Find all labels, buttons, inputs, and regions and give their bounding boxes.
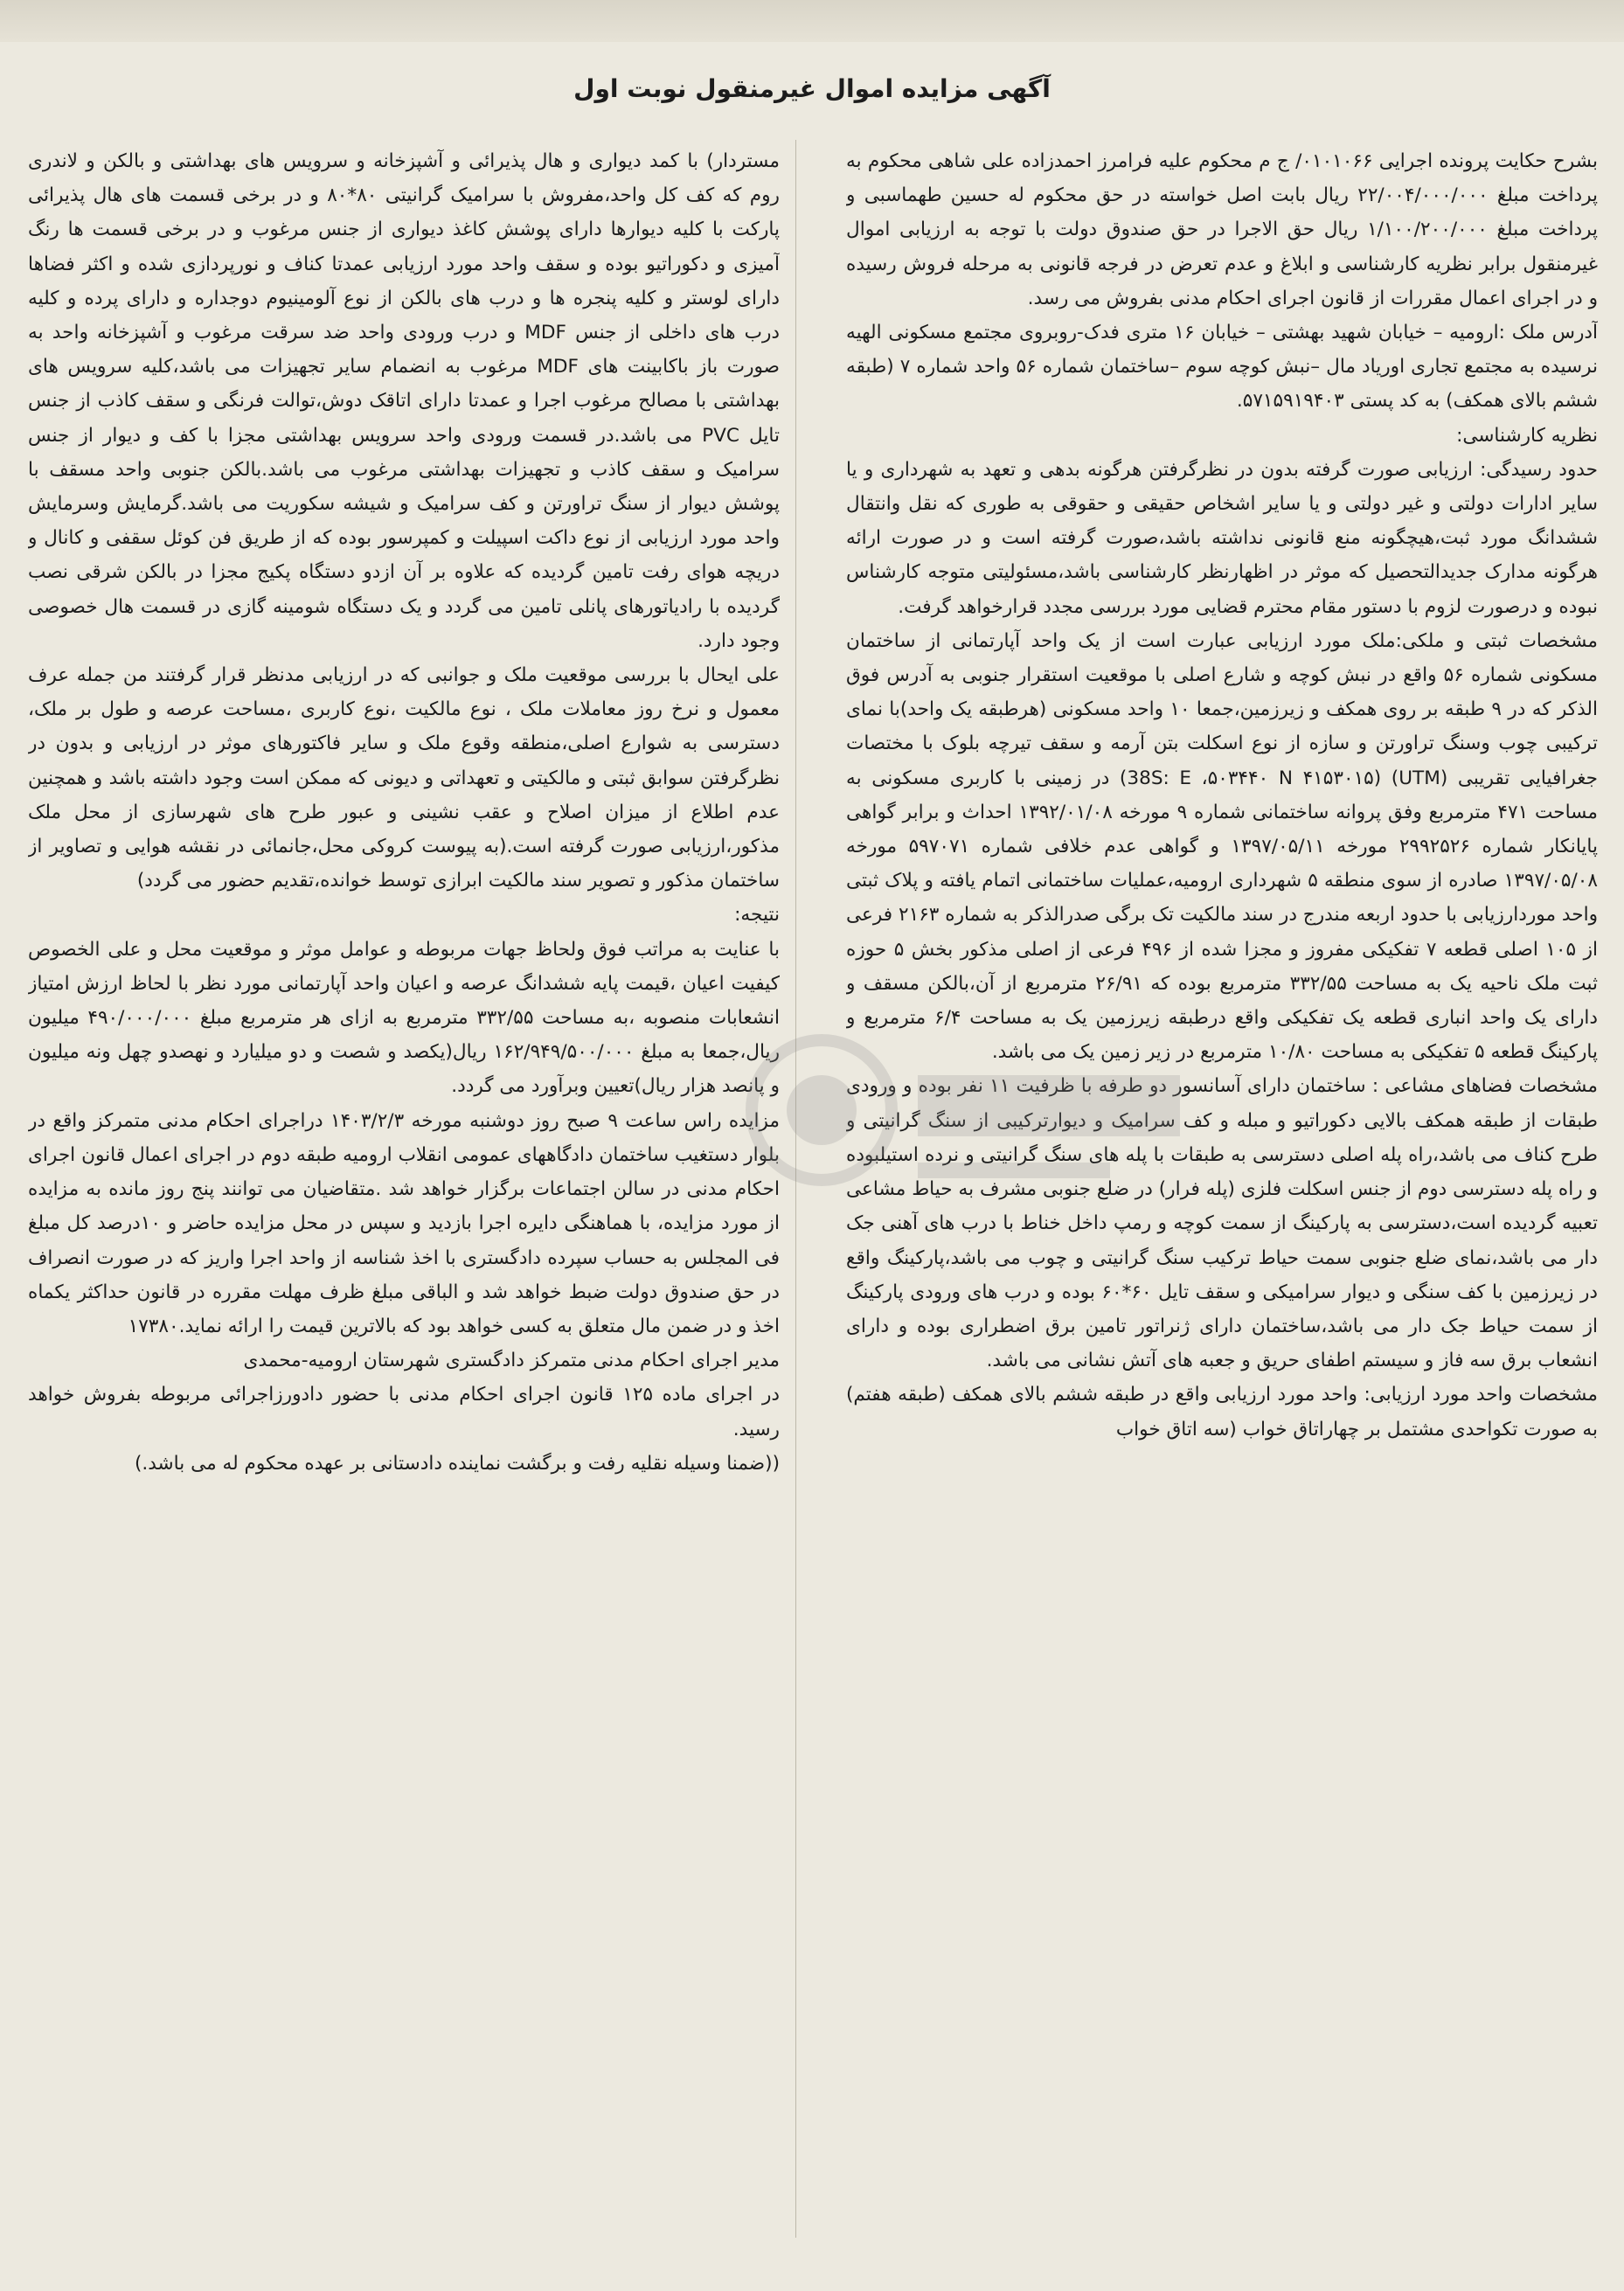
- paragraph-case-summary: بشرح حکایت پرونده اجرایی ۰۱۰۱۰۶۶/ ج م محکوم علیه فرامرز احمدزاده علی شاهی محکوم به پرداخت مبلغ ۲۲/۰۰۴/۰۰۰/۰۰۰ ریال بابت اصل خواسته در حق محکوم له حسین طهماسبی و پرداخت مبلغ ۱/۱۰۰/۲۰۰/۰۰۰ ریال حق الاجرا در حق صندوق دولت با توجه به ارزیابی اموال غیرمنقول برابر نظریه کارشناسی و ابلاغ و عدم تعرض در فرجه قانونی به مرحله فروش رسیده و در اجرای اعمال مقررات از قانون اجرای احکام مدنی بفروش می رسد.: [846, 150, 1598, 309]
- right-column: [846, 144, 1598, 2260]
- left-column: [28, 144, 780, 2260]
- paragraph-unit-specs: مشخصات واحد مورد ارزیابی: واحد مورد ارزیابی واقع در طبقه ششم بالای همکف (طبقه هفتم) به صورت تکواحدی مشتمل بر چهاراتاق خواب (سه اتاق خواب: [846, 1384, 1598, 1441]
- paragraph-scope: حدود رسیدگی: ارزیابی صورت گرفته بدون در نظرگرفتن هرگونه بدهی و تعهد به شهرداری و یا سایر ادارات دولتی و غیر دولتی و یا سایر اشخاص حقیقی و حقوقی به طوری که نقل وانتقال ششدانگ مورد ثبت،هیچگونه منع قانونی نداشته باشد،صورت گرفته است و در صورت ارائه هرگونه مدارک جدیدالتحصیل که موثر در اظهارنظر کارشناسی باشد،مسئولیتی متوجه کارشناس نبوده و درصورت لزوم با دستور مقام محترم قضایی مورد بررسی مجدد قرارخواهد گرفت.: [846, 458, 1598, 618]
- paragraph-assessment: علی ایحال با بررسی موقعیت ملک و جوانبی که در ارزیابی مدنظر قرار گرفتند من جمله عرف معمول و نرخ روز معاملات ملک ، نوع مالکیت ،نوع کاربری ،مساحت عرصه و طول بر ملک، دسترسی به شوارع اصلی،منطقه وقوع ملک و سایر فاکتورهای موثر در ارزیابی و بدون در نظرگرفتن سوابق ثبتی و مالکیتی و تعهداتی و دیونی که ممکن است وجود داشته باشد و همچنین عدم اطلاع از میزان اصلاح و عقب نشینی و عبور طرح های شهرسازی از محل ملک مذکور،ارزیابی صورت گرفته است.(به پیوست کروکی محل،جانمائی در نقشه هوایی و تصاویر از ساختمان مذکور و تصویر سند مالکیت ابرازی توسط خوانده،تقدیم حضور می گردد): [28, 664, 780, 892]
- paragraph-legal-article: در اجرای ماده ۱۲۵ قانون اجرای احکام مدنی با حضور دادورزاجرائی مربوطه بفروش خواهد رسید.: [28, 1384, 780, 1441]
- column-divider: [795, 140, 796, 2238]
- paragraph-registration-specs: مشخصات ثبتی و ملکی:ملک مورد ارزیابی عبارت است از یک واحد آپارتمانی از ساختمان مسکونی شماره ۵۶ واقع در نبش کوچه و شارع اصلی با موقعیت استقرار جنوبی به آدرس فوق الذکر که در ۹ طبقه بر روی همکف و زیرزمین،جمعا ۱۰ واحد مسکونی (هرطبقه یک واحد)با نمای ترکیبی چوب وسنگ تراورتن و سازه از نوع اسکلت بتن آرمه و سقف تیرچه بلوک با مختصات جغرافیایی تقریبی (UTM) (38S: E ،۵۰۳۴۴۰ N ۴۱۵۳۰۱۵) در زمینی با کاربری مسکونی به مساحت ۴۷۱ مترمربع وفق پروانه ساختمانی شماره ۹ مورخه ۱۳۹۲/۰۱/۰۸ احداث و برابر گواهی پایانکار شماره ۲۹۹۲۵۲۶ مورخه ۱۳۹۷/۰۵/۱۱ و گواهی عدم خلافی شماره ۵۹۷۰۷۱ مورخه ۱۳۹۷/۰۵/۰۸ صادره از سوی منطقه ۵ شهرداری ارومیه،عملیات ساختمانی اتمام یافته و پلاک ثبتی واحد موردارزیابی با حدود اربعه مندرج در سند مالکیت تک برگی صدرالذکر به شماره ۲۱۶۳ فرعی از ۱۰۵ اصلی قطعه ۷ تفکیکی مفروز و مجزا شده از ۴۹۶ فرعی از اصلی مذکور بخش ۵ حوزه ثبت ملک ناحیه یک به مساحت ۳۳۲/۵۵ مترمربع بوده که ۲۶/۹۱ مترمربع از آن،بالکن مسقف و دارای یک واحد انباری قطعه یک تفکیکی واقع درطبقه زیرزمین یک به مساحت ۶/۴ مترمربع و پارکینگ قطعه ۵ تفکیکی به مساحت ۱۰/۸۰ مترمربع در زیر زمین یک می باشد.: [846, 629, 1598, 1064]
- paragraph-common-areas: مشخصات فضاهای مشاعی : ساختمان دارای آسانسور دو طرفه با ظرفیت ۱۱ نفر بوده و ورودی طبقات از طبقه همکف بالایی دکوراتیو و مبله و کف سرامیک و دیوارترکیبی از سنگ گرانیتی و طرح کناف می باشد،راه پله اصلی دسترسی به طبقات با پله های سنگ گرانیتی و نرده استیلبوده و راه پله دسترسی دوم از جنس اسکلت فلزی (پله فرار) در ضلع جنوبی مشرف به حیاط مشاعی تعبیه گردیده است،دسترسی به پارکینگ از سمت کوچه و رمپ داخل خناط با درب های آهنی جک دار می باشد،نمای ضلع جنوبی سمت حیاط ترکیب سنگ گرانیتی و چوب می باشد،پارکینگ واقع در زیرزمین با کف سنگی و دیوار سرامیکی و سقف تایل ۶۰*۶۰ بوده و درب های ورودی پارکینگ از سمت حیاط جک دار می باشد،ساختمان دارای ژنراتور تامین برق اضطراری بوده و دارای انشعاب برق سه فاز و سیستم اطفای حریق و جعبه های آتش نشانی می باشد.: [846, 1075, 1598, 1372]
- paragraph-transport-note: ((ضمنا وسیله نقلیه رفت و برگشت نماینده دادستانی بر عهده محکوم له می باشد.): [134, 1452, 780, 1475]
- paragraph-auction-terms: مزایده راس ساعت ۹ صبح روز دوشنبه مورخه ۱۴۰۳/۲/۳ دراجرای احکام مدنی متمرکز واقع در بلوار دستغیب ساختمان دادگاههای عمومی انقلاب ارومیه طبقه دوم در اجرای اعمال قانون اجرای احکام مدنی در سالن اجتماعات برگزار خواهد شد .متقاضیان می توانند پنج روز مانده به مزایده از مورد مزایده، با هماهنگی دایره اجرا بازدید و سپس در محل مزایده حاضر و ۱۰درصد کل مبلغ فی المجلس به حساب سپرده دادگستری با اخذ شناسه از واحد اجرا واریز که در صورت انصراف در حق صندوق دولت ضبط خواهد شد و الباقی مبلغ ظرف مهلت مقرره در قانون حداکثر یکماه اخذ و در ضمن مال متعلق به کسی خواهد بود که بالاترین قیمت را ارائه نماید.۱۷۳۸۰: [28, 1109, 780, 1337]
- heading-result: نتیجه:: [734, 904, 780, 927]
- paragraph-property-address: آدرس ملک :ارومیه – خیابان شهید بهشتی – خیابان ۱۶ متری فدک-روبروی مجتمع مسکونی الهیه نرسیده به مجتمع تجاری اوریاد مال –نبش کوچه سوم –ساختمان شماره ۵۶ واحد شماره ۷ (طبقه ششم بالای همکف) به کد پستی ۵۷۱۵۹۱۹۴۰۳.: [846, 322, 1598, 413]
- paragraph-valuation: با عنایت به مراتب فوق ولحاظ جهات مربوطه و عوامل موثر و موقعیت محل و علی الخصوص کیفیت اعیان ،قیمت پایه ششدانگ عرصه و اعیان واحد آپارتمانی مورد نظر با لحاظ ارزش امتیاز انشعابات منصوبه ،به مساحت ۳۳۲/۵۵ مترمربع به ازای هر مترمربع مبلغ ۴۹۰/۰۰۰/۰۰۰ میلیون ریال،جمعا به مبلغ ۱۶۲/۹۴۹/۵۰۰/۰۰۰ ریال(یکصد و شصت و دو میلیارد و نهصدو چهل ونه میلیون و پانصد هزار ریال)تعیین وبرآورد می گردد.: [28, 938, 780, 1098]
- heading-expert-opinion: نظریه کارشناسی:: [1456, 424, 1598, 447]
- notice-title: آگهی مزایده اموال غیرمنقول نوبت اول: [573, 73, 1051, 103]
- paragraph-signature: مدیر اجرای احکام مدنی متمرکز دادگستری شهرستان ارومیه-محمدی: [243, 1350, 780, 1372]
- clipped-top-strip: [0, 0, 1624, 42]
- paragraph-unit-details: مستردار) با کمد دیواری و هال پذیرائی و آشپزخانه و سرویس های بهداشتی و بالکن و لاندری روم که کف کل واحد،مفروش با سرامیک گرانیتی ۸۰*۸۰ و در برخی قسمت های هال پذیرائی پارکت با کلیه دیوارها دارای پوشش کاغذ دیواری از جنس مرغوب و در برخی قسمت ها رنگ آمیزی و دکوراتیو بوده و سقف واحد مورد ارزیابی عمدتا کناف و نورپردازی شده و اکثر فضاها دارای لوستر و کلیه پنجره ها و درب های بالکن از نوع آلومینیوم دوجداره و دارای پرده و کلیه درب های داخلی از جنس MDF و درب ورودی واحد ضد سرقت مرغوب و آشپزخانه واحد به صورت باز باکابینت های MDF مرغوب به انضمام سایر تجهیزات می باشد،کلیه سرویس های بهداشتی با مصالح مرغوب اجرا و عمدتا دارای اتاقک دوش،توالت فرنگی و سقف کاذب از جنس تایل PVC می باشد.در قسمت ورودی واحد سرویس بهداشتی مجزا با کف و دیوار از جنس سرامیک و سقف کاذب و تجهیزات بهداشتی مرغوب می باشد.بالکن جنوبی واحد مسقف با پوشش دیوار از سنگ تراورتن و کف سرامیک و شیشه سکوریت می باشد.گرمایش وسرمایش واحد مورد ارزیابی از نوع داکت اسپیلت و کمپرسور بوده که از طریق فن کوئل سقفی و کانال و دریچه هوای رفت تامین گردیده که علاوه بر آن ازدو دستگاه پکیج مجزا در بالکن شرقی نصب گردیده با رادیاتورهای پانلی تامین می گردد و یک دستگاه شومینه گازی در قسمت هال خصوصی وجود دارد.: [28, 150, 780, 652]
